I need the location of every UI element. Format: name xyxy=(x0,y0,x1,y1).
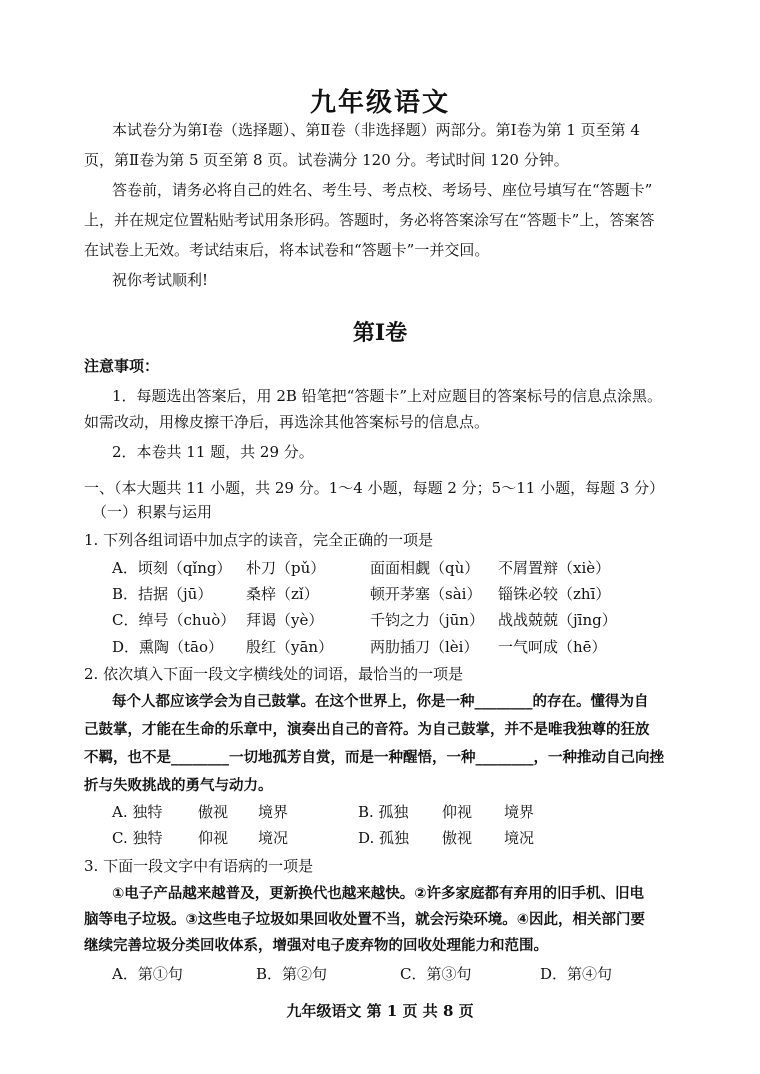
q3-passage-line: 脑等电子垃圾。③这些电子垃圾如果回收处置不当，就会污染环境。④因此，相关部门要 xyxy=(84,912,646,928)
intro-line: 答卷前，请务必将自己的姓名、考生号、考点校、考场号、座位号填写在“答题卡” xyxy=(112,181,653,199)
part-heading: 一、（本大题共 11 小题，共 29 分。1～4 小题，每题 2 分；5～11 小题，每题 3 分） xyxy=(84,479,665,497)
question-3-stem: 3. 下面一段文字中有语病的一项是 xyxy=(84,857,314,875)
q2-option-word: 傲视 xyxy=(198,803,229,821)
q1-option: C．绰号（chuò） xyxy=(112,611,236,629)
question-2-stem: 2. 依次填入下面一段文字横线处的词语，最恰当的一项是 xyxy=(84,665,464,683)
q1-option: 拜谒（yè） xyxy=(246,611,324,629)
q1-option: 锱铢必较（zhī） xyxy=(498,585,611,603)
q2-option-word: 境况 xyxy=(504,829,535,847)
intro-greeting: 祝你考试顺利! xyxy=(112,271,209,289)
q2-option-word: 境况 xyxy=(258,829,289,847)
notes-heading: 注意事项： xyxy=(84,357,160,375)
page-title: 九年级语文 xyxy=(309,88,450,118)
q2-option-word: 傲视 xyxy=(442,829,473,847)
q2-option: A. 独特 xyxy=(112,803,163,821)
intro-line: 本试卷分为第Ⅰ卷（选择题）、第Ⅱ卷（非选择题）两部分。第Ⅰ卷为第 1 页至第 4 xyxy=(112,121,640,139)
q1-option: 桑梓（zǐ） xyxy=(246,585,319,603)
q2-option: C. 独特 xyxy=(112,829,163,847)
q1-option: D．熏陶（tāo） xyxy=(112,638,224,656)
q2-option: B. 孤独 xyxy=(358,803,409,821)
q2-passage-line: 不羁，也不是________一切地孤芳自赏，而是一种醒悟，一种________，一种推动自己向挫 xyxy=(84,750,664,766)
q2-passage-line: 折与失败挑战的勇气与动力。 xyxy=(84,778,273,794)
q1-option: 两肋插刀（lèi） xyxy=(370,638,479,656)
q2-option-word: 仰视 xyxy=(198,829,229,847)
q1-option: 朴刀（pǔ） xyxy=(246,559,326,577)
question-1-stem: 1. 下列各组词语中加点字的读音，完全正确的一项是 xyxy=(84,531,434,549)
q1-option: 面面相觑（qù） xyxy=(370,559,480,577)
q2-option: D. 孤独 xyxy=(358,829,410,847)
q1-option: A．顷刻（qǐng） xyxy=(112,559,232,577)
q1-option: 千钧之力（jūn） xyxy=(370,611,484,629)
q2-passage-line: 己鼓掌，才能在生命的乐章中，演奏出自己的音符。为自己鼓掌，并不是唯我独尊的狂放 xyxy=(84,722,650,738)
intro-line: 在试卷上无效。考试结束后，将本试卷和“答题卡”一并交回。 xyxy=(84,241,490,259)
q3-passage-line: 继续完善垃圾分类回收体系，增强对电子废弃物的回收处理能力和范围。 xyxy=(84,938,548,954)
q3-option: C．第③句 xyxy=(400,965,472,983)
q1-option: 一气呵成（hē） xyxy=(498,638,607,656)
q3-option: D．第④句 xyxy=(540,965,613,983)
q1-option: 不屑置辩（xiè） xyxy=(498,559,611,577)
q2-option-word: 仰视 xyxy=(442,803,473,821)
q1-option: 战战兢兢（jīng） xyxy=(498,611,617,629)
intro-line: 上，并在规定位置粘贴考试用条形码。答题时，务必将答案涂写在“答题卡”上，答案答 xyxy=(84,211,655,229)
part-subheading: （一）积累与运用 xyxy=(92,503,213,521)
section-title: 第Ⅰ卷 xyxy=(352,320,408,346)
q1-option: B．拮据（jū） xyxy=(112,585,213,603)
q2-passage-line: 每个人都应该学会为自己鼓掌。在这个世界上，你是一种________的存在。懂得为自 xyxy=(112,694,649,710)
q3-option: B．第②句 xyxy=(256,965,328,983)
intro-line: 页，第Ⅱ卷为第 5 页至第 8 页。试卷满分 120 分。考试时间 120 分钟。 xyxy=(84,151,569,169)
note-line: 如需改动，用橡皮擦干净后，再选涂其他答案标号的信息点。 xyxy=(84,413,490,431)
note-line: 2．本卷共 11 题，共 29 分。 xyxy=(112,443,314,461)
q3-option: A．第①句 xyxy=(112,965,183,983)
q2-option-word: 境界 xyxy=(258,803,289,821)
q1-option: 殷红（yān） xyxy=(246,638,334,656)
q3-passage-line: ①电子产品越来越普及，更新换代也越来越快。②许多家庭都有弃用的旧手机、旧电 xyxy=(112,886,645,902)
q2-option-word: 境界 xyxy=(504,803,535,821)
q1-option: 顿开茅塞（sài） xyxy=(370,585,482,603)
note-line: 1．每题选出答案后，用 2B 铅笔把“答题卡”上对应题目的答案标号的信息点涂黑。 xyxy=(112,387,662,405)
page-footer: 九年级语文 第 1 页 共 8 页 xyxy=(286,1002,474,1020)
